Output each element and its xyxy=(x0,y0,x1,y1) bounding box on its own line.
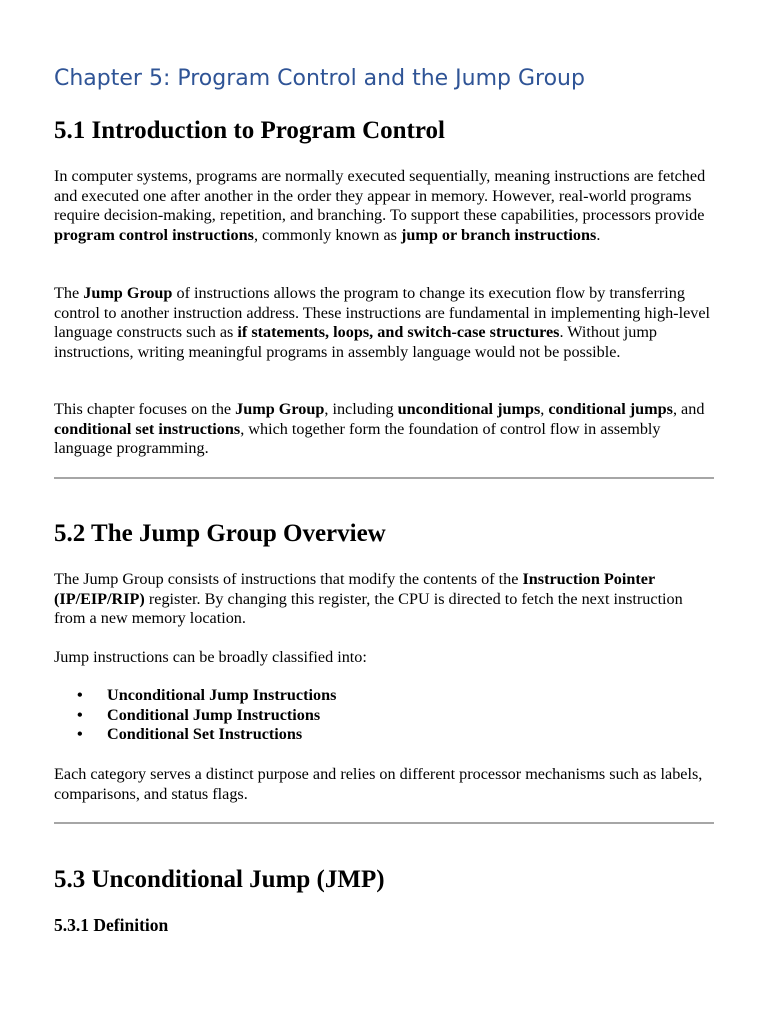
list-item: • Unconditional Jump Instructions xyxy=(77,686,337,704)
section-heading-5-1: 5.1 Introduction to Program Control xyxy=(54,117,445,144)
overview-paragraph-3: Each category serves a distinct purpose and relies on different processor mechanisms such as labels, comparisons, and status flags. xyxy=(54,765,703,803)
section-divider xyxy=(54,822,714,824)
jump-classification-list xyxy=(54,686,336,745)
overview-paragraph-1: The Jump Group consists of instructions that modify the contents of the Instruction Pointer (IP/EIP/RIP) register. By changing this register, the CPU is directed to fetch the next instruction from a new memory location. xyxy=(54,570,683,627)
subsection-heading-5-3-1: 5.3.1 Definition xyxy=(54,915,169,935)
bullet-icon: • xyxy=(77,686,83,704)
section-heading-5-2: 5.2 The Jump Group Overview xyxy=(54,520,386,547)
overview-paragraph-2: Jump instructions can be broadly classified into: xyxy=(54,648,367,666)
list-item: • Conditional Set Instructions xyxy=(77,725,303,743)
chapter-title: Chapter 5: Program Control and the Jump Group xyxy=(54,66,585,91)
intro-paragraph-3: This chapter focuses on the Jump Group, including unconditional jumps, conditional jumps, and conditional set instructions, which together form the foundation of control flow in assembly language programming. xyxy=(54,400,705,457)
list-item: • Conditional Jump Instructions xyxy=(77,705,321,724)
section-divider xyxy=(54,477,714,479)
intro-paragraph-1: In computer systems, programs are normally executed sequentially, meaning instructions are fetched and executed one after another in the order they appear in memory. However, real-world programs require decision-making, repetition, and branching. To support these capabilities, processors provide program control instructions, commonly known as jump or branch instructions. xyxy=(54,167,706,244)
intro-paragraph-2: The Jump Group of instructions allows the program to change its execution flow by transferring control to another instruction address. These instructions are fundamental in implementing high-level language constructs such as if statements, loops, and switch-case structures. Without jump instructions, writing meaningful programs in assembly language would not be possible. xyxy=(54,284,711,361)
bullet-icon: • xyxy=(77,705,83,724)
section-heading-5-3: 5.3 Unconditional Jump (JMP) xyxy=(54,866,385,893)
bullet-icon: • xyxy=(77,725,83,743)
